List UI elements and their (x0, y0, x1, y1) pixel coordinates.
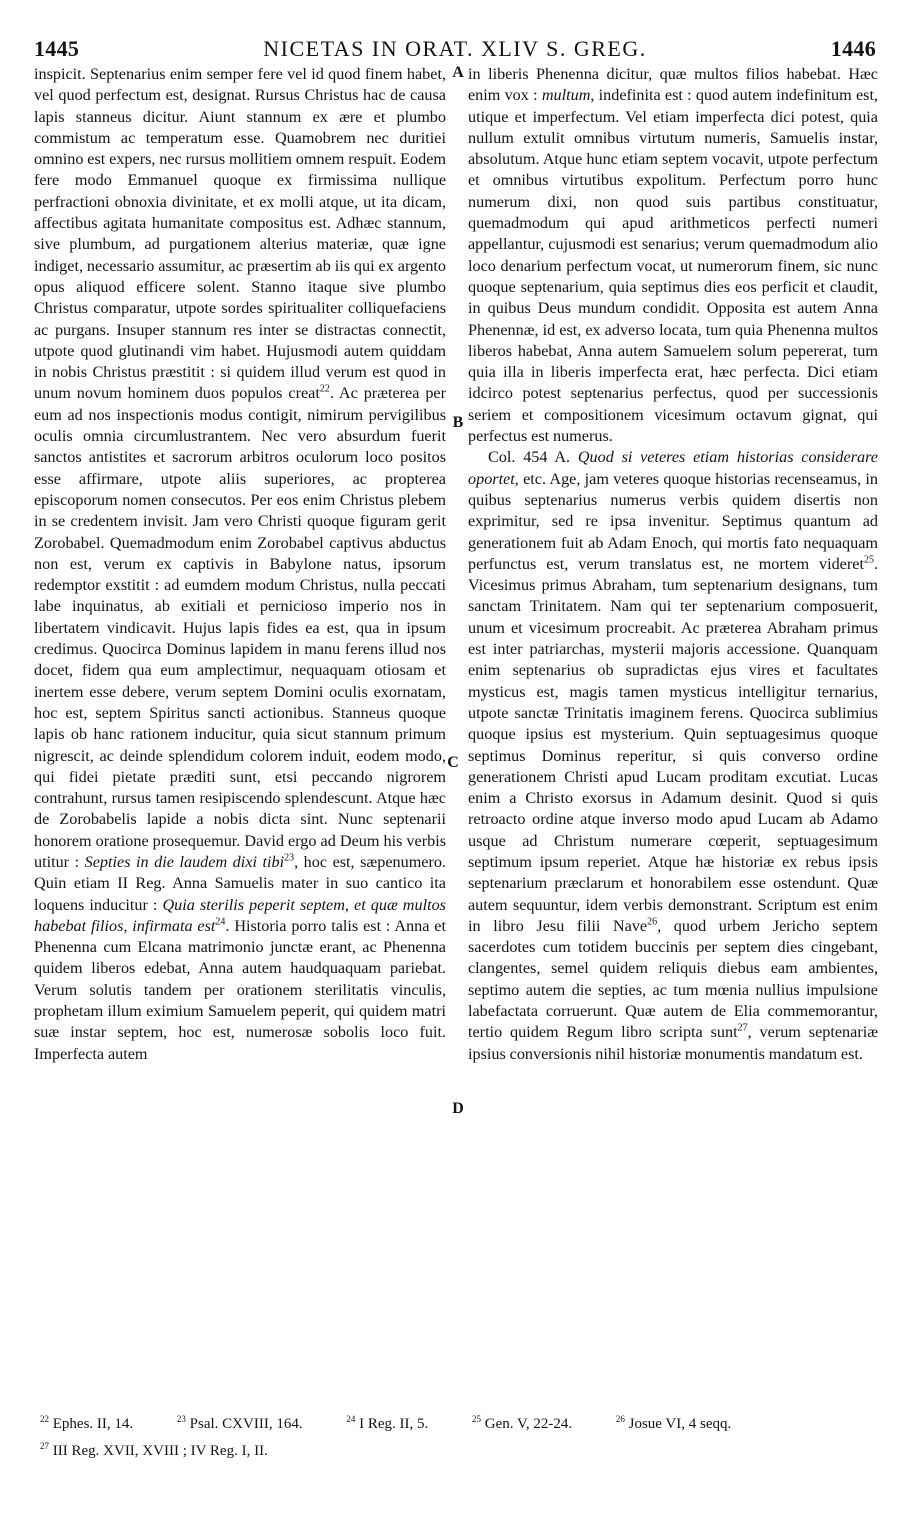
footnote-22: $^{22}$ Ephes. II, 14. (40, 1414, 134, 1432)
margin-marker-d: D (452, 1100, 464, 1117)
margin-marker-b: B (452, 414, 464, 431)
emphasis: multum (541, 86, 591, 105)
quotation: Quod si veteres etiam historias considerare oportet (468, 448, 878, 488)
right-column (468, 64, 878, 1065)
quotation: Quia sterilis peperit septem, et quæ multos habebat filios, infirmata est (34, 895, 446, 935)
footnote-line-2 (40, 1435, 880, 1462)
footnote-26: $^{26}$ Josue VI, 4 seqq. (615, 1414, 732, 1432)
margin-marker-a: A (452, 64, 464, 81)
footnote-ref: 27 (737, 1022, 748, 1034)
left-paragraph: inspicit. Septenarius enim semper fere vel id quod finem habet, vel quod perfectum est, designat. Rursus Christus hac de causa lapis stanneus dicitur. Aiunt stannum ex ære et plumbo commistum ac temperatum esse. Quamobrem nec duritiei omnino est expers, nec rursus mollitiem omnem respuit. Eodem fere modo Emmanuel quoque ex firmissima nullique perfractioni obnoxia divinitate, et ex molli atque, ut ita dicam, affectibus agitata humanitate compositus est. Adhæc stannum, sive plumbum, ad purgationem alterius materiæ, quæ igne indiget, necessario assumitur, ac præsertim ab iis qui ex argento opus aliquod efficere solent. Stanno itaque sive plumbo Christus comparatur, utpote sordes spiritualiter colliquefaciens ac purgans. Insuper stannum res inter se distractas connectit, utpote quod glutinandi vim habet. Hujusmodi autem quiddam in nobis Christus præstitit : si quidem illud verum est quod in unum novum hominem duos populos creat$^{22}$. Ac præterea per eum ad nos inspectionis modus contigit, nimirum pervigilibus oculis omnia circumlustrantem. Nec vero absurdum fuerit sanctos antistites et sacrorum arbitros oculorum loco positos esse affirmare, utpote aliis superiores, ac propterea episcoporum nomen consecutos. Per eos enim Christus plebem in se credentem invisit. Jam vero Christi quoque figuram gerit Zorobabel. Quemadmodum enim Zorobabel captivus abductus non est, verum ex captivis in Babylone natus, ipsorum redemptor exstitit : ad eumdem modum Christus, nulla peccati labe inquinatus, ab exitiali et pernicioso imperio nos in libertatem vindicavit. Hujus lapis fides ea est, qua in ipsum credimus. Quocirca Dominus lapidem in manu ferens illud nos docet, fidem qua eum amplectimur, nequaquam otiosam et inertem esse debere, verum septem Domini oculis exornatam, hoc est, septem Spiritus sancti actionibus. Stanneus quoque lapis ob hanc rationem inducitur, quia sicut stannum primum nigrescit, ac deinde splendidum colorem induit, eodem modo, qui fidei pietate præditi sunt, etsi peccando nigrorem contrahunt, rursus tamen resipiscendo splendescunt. Atque hæc de Zorobabelis lapide a nobis dicta sint. Nunc septenarii honorem oratione prosequemur. David ergo ad Deum his verbis utitur : Septies in die laudem dixi tibi$^{23}$, hoc est, sæpenumero. Quin etiam II Reg. Anna Samuelis mater in suo cantico ita loquens inducitur : Quia sterilis peperit septem, et quæ multos habebat filios, infirmata est$^{24}$. Historia porro talis est : Anna et Phenenna cum Elcana matrimonio junctæ erant, ac Phenenna quidem liberos edebat, Anna autem haudquaquam pariebat. Verum solutis tandem per orationem sterilitatis vinculis, prophetam illum eximium Samuelem peperit, qui quidem matri suæ instar septem, hoc est, numerosæ sobolis loco fuit. Imperfecta autem (34, 65, 447, 1063)
footnote-ref: 25 (863, 554, 874, 566)
page-header (34, 36, 876, 66)
right-paragraph-2: Col. 454 A. Quod si veteres etiam historias considerare oportet, etc. Age, jam veteres quoque historias recenseamus, in quibus septenarius numerus verbis quidem disertis non exprimitur, sed re ipsa invenitur. Septimus quantum ad generationem fuit ab Adam Enoch, qui mortis fato nequaquam perfunctus est, verum translatus est, ne mortem videret$^{25}$. Vicesimus primus Abraham, tum septenarium designans, tum sanctam Trinitatem. Nam qui ter septenarium composuerit, unum et vicesimum procreabit. Ac præterea Abraham primus est inter patriarchas, mysterii majoris accessione. Quanquam enim septenarius ob supradictas ejus vires et facultates mysticus est, magis tamen mysticus intelligitur ternarius, utpote sanctæ Trinitatis imaginem ferens. Quocirca sublimius quoque ipsius est mysterium. Quin septuagesimus quoque septimus Dominus reperitur, si quis converso ordine generationem Christi apud Lucam proditam excutiat. Lucas enim a Christo exorsus in Adamum desinit. Quod si quis retroacto ordine atque inverso modo apud Lucam ab Adamo usque ad Christum numerare cœperit, septuagesimum septimum ipsum reperiet. Atque hæ historiæ ex rebus ipsis septenarium præclarum et honorabilem esse ostendunt. Quæ autem sequuntur, idem verbis demonstrant. Scriptum est enim in libro Jesu filii Nave$^{26}$, quod urbem Jericho septem sacerdotes cum totidem buccinis per septem dies cingebant, clangentes, semel quidem reliquis diebus eam ambientes, septimo autem die septies, ac tum mœnia nullius impulsione labefactata corruerunt. Quæ autem de Elia commemorantur, tertio quidem Regum libro scripta sunt$^{27}$, verum septenariæ ipsius conversionis nihil historiæ monumentis mandatum est. (468, 448, 879, 1063)
footnote-line-1 (40, 1408, 880, 1435)
page-number-left: 1445 (34, 36, 80, 61)
left-column (34, 64, 446, 1065)
footnote-24: $^{24}$ I Reg. II, 5. (346, 1414, 429, 1432)
column-reference: Col. 454 A. (488, 448, 571, 467)
footnote-ref: 23 (284, 852, 295, 864)
footnote-ref: 22 (319, 384, 330, 396)
right-paragraph-1: in liberis Phenenna dicitur, quæ multos filios habebat. Hæc enim vox : multum, indefinita est : quod autem indefinitum est, utique et imperfectum. Vel etiam imperfecta dici potest, quia nullum extulit omnibus virtutum numeris, Samuelis instar, absolutum. Atque hunc etiam septem vocavit, utpote perfectum et omnibus virtutibus expolitum. Perfectum porro hunc numerum dixi, non quod suis partibus constituatur, quemadmodum qui apud arithmeticos perfecti numeri appellantur, cujusmodi est senarius; verum quemadmodum alio loco denarium perfectum vocat, ut numerorum finem, sic nunc quoque septenarium, quia septimus dies eos perficit et claudit, in quibus Deus mundum condidit. Opposita est autem Anna Phenennæ, id est, ex adverso locata, tum quia Phenenna multos liberos habebat, Anna autem Samuelem solum pepererat, tum quia illa in liberis imperfecta erat, hæc perfecta. Dici etiam idcirco potest septenarius perfectus, quod per successionis seriem et compositionem vicesimum octavum gignat, qui perfectus est numerus. (468, 65, 878, 446)
quotation: Septies in die laudem dixi tibi (84, 852, 285, 871)
footnote-ref: 24 (215, 916, 226, 928)
footnote-23: $^{23}$ Psal. CXVIII, 164. (176, 1414, 303, 1432)
footnote-25: $^{25}$ Gen. V, 22-24. (471, 1414, 573, 1432)
page-number-right: 1446 (830, 36, 876, 61)
running-title: NICETAS IN ORAT. XLIV S. GREG. (263, 36, 647, 61)
footnote-27: $^{27}$ III Reg. XVII, XVIII ; IV Reg. I, II. (40, 1441, 268, 1459)
footnote-ref: 26 (647, 916, 658, 928)
margin-marker-c: C (447, 754, 459, 771)
footnotes (40, 1408, 880, 1462)
